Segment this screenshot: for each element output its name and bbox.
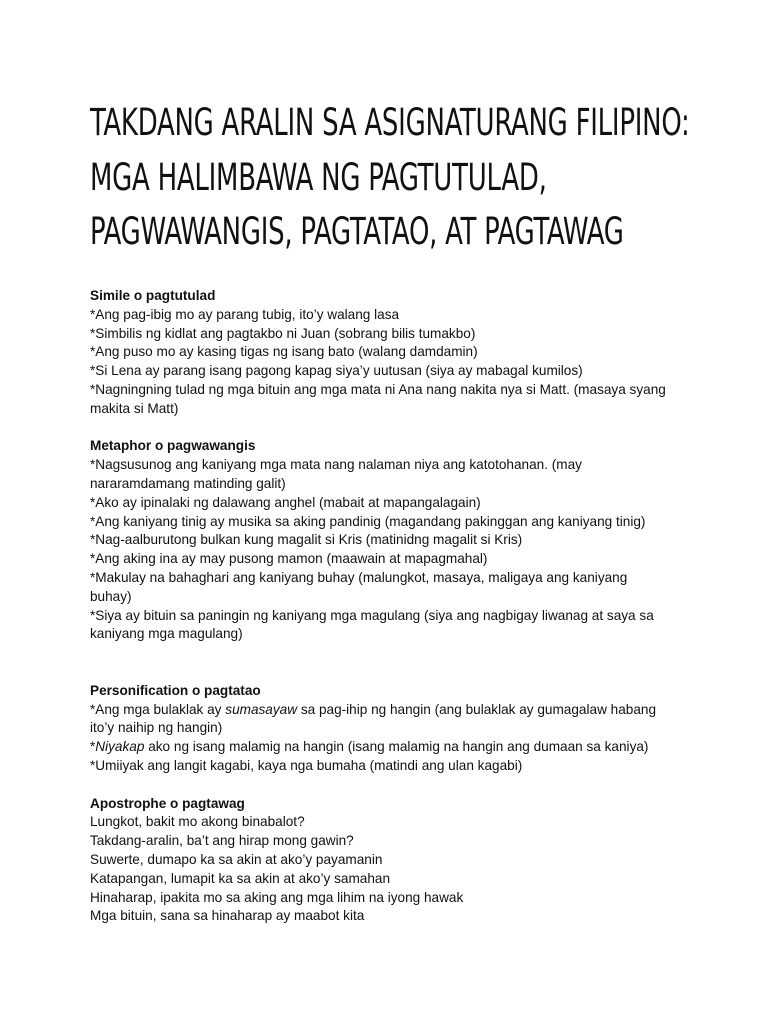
example-line: *Siya ay bituin sa paningin ng kaniyang mga magulang (siya ang nagbigay liwanag at saya sa <box>90 607 654 623</box>
example-line: *Nag-aalburutong bulkan kung magalit si Kris (matinidng magalit si Kris) <box>90 532 523 548</box>
example-line: nararamdamang matinding galit) <box>90 475 286 491</box>
example-line: *Ang mga bulaklak ay sumasayaw sa pag-ihip ng hangin (ang bulaklak ay gumagalaw habang <box>90 701 657 717</box>
example-line: makita si Matt) <box>90 400 179 416</box>
section-heading: Personification o pagtatao <box>90 682 261 698</box>
example-line: *Si Lena ay parang isang pagong kapag siya’y uutusan (siya ay mabagal kumilos) <box>90 363 583 379</box>
example-line: Katapangan, lumapit ka sa akin at ako’y samahan <box>90 870 391 886</box>
section-heading: Simile o pagtutulad <box>90 288 216 303</box>
italic-word: sumasayaw <box>225 701 298 717</box>
example-line: *Nagsusunog ang kaniyang mga mata nang nalaman niya ang katotohanan. (may <box>90 457 582 473</box>
example-line: *Umiiyak ang langit kagabi, kaya nga bumaha (matindi ang ulan kagabi) <box>90 757 523 773</box>
personification-section <box>90 682 690 776</box>
example-line: *Niyakap ako ng isang malamig na hangin (isang malamig na hangin ang dumaan sa kaniya) <box>90 739 649 755</box>
document-title <box>90 96 730 260</box>
section-heading: Apostrophe o pagtawag <box>90 795 245 811</box>
example-line: *Simbilis ng kidlat ang pagtakbo ni Juan (sobrang bilis tumakbo) <box>90 325 476 341</box>
example-line: buhay) <box>90 588 132 604</box>
example-line: *Ang kaniyang tinig ay musika sa aking pandinig (magandang pakinggan ang kaniyang tinig) <box>90 513 646 529</box>
metaphor-section <box>90 437 690 644</box>
document-body <box>90 287 690 926</box>
example-line: Lungkot, bakit mo akong binabalot? <box>90 814 305 830</box>
example-line: *Ako ay ipinalaki ng dalawang anghel (mabait at mapangalagain) <box>90 494 481 510</box>
title-line: TAKDANG ARALIN SA ASIGNATURANG FILIPINO: <box>90 101 690 144</box>
section-heading: Metaphor o pagwawangis <box>90 438 256 454</box>
apostrophe-section <box>90 795 690 927</box>
example-line: *Ang aking ina ay may pusong mamon (maawain at mapagmahal) <box>90 551 488 567</box>
example-line: *Ang puso mo ay kasing tigas ng isang bato (walang damdamin) <box>90 344 478 360</box>
example-line: *Makulay na bahaghari ang kaniyang buhay (malungkot, masaya, maligaya ang kaniyang <box>90 569 628 585</box>
italic-word: Niyakap <box>95 739 145 755</box>
example-line: Takdang-aralin, ba’t ang hirap mong gawin? <box>90 833 354 849</box>
example-line: kaniyang mga magulang) <box>90 626 243 642</box>
example-line: ito’y naihip ng hangin) <box>90 720 223 736</box>
example-line: Mga bituin, sana sa hinaharap ay maabot kita <box>90 908 365 924</box>
title-line: MGA HALIMBAWA NG PAGTUTULAD, <box>90 155 547 199</box>
simile-section <box>90 287 690 419</box>
example-line: *Nagningning tulad ng mga bituin ang mga mata ni Ana nang nakita nya si Matt. (masaya syang <box>90 381 666 397</box>
example-line: Hinaharap, ipakita mo sa aking ang mga lihim na iyong hawak <box>90 889 464 905</box>
example-line: *Ang pag-ibig mo ay parang tubig, ito’y walang lasa <box>90 306 400 322</box>
title-line: PAGWAWANGIS, PAGTATAO, AT PAGTAWAG <box>90 210 624 253</box>
example-line: Suwerte, dumapo ka sa akin at ako’y payamanin <box>90 851 383 867</box>
